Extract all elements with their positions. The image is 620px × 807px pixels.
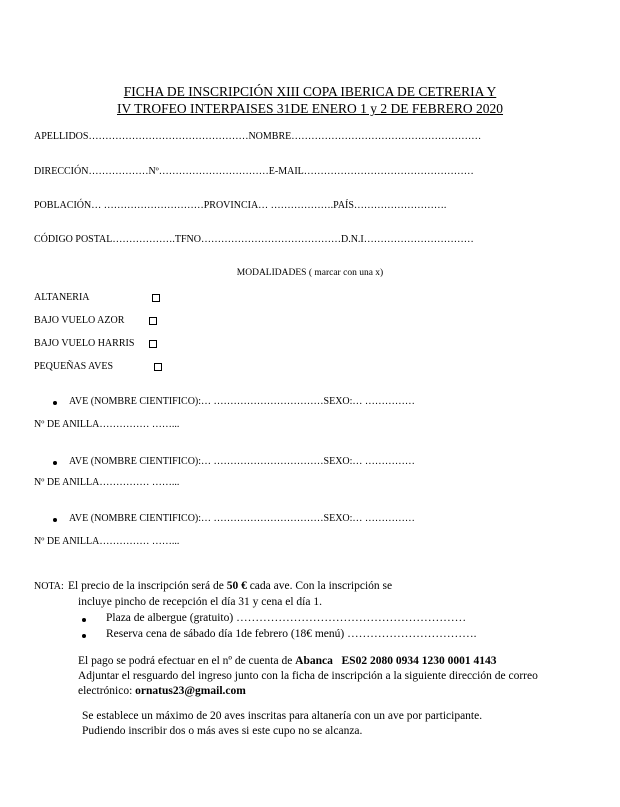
field-ave-2[interactable]: AVE (NOMBRE CIENTIFICO):… ……………………………SEXO:… …………… xyxy=(69,456,415,467)
field-anilla-2[interactable]: Nº DE ANILLA…………… ……... xyxy=(34,477,180,488)
checkbox-pequenas-aves[interactable] xyxy=(154,363,162,371)
modalidad-label-altaneria: ALTANERIA xyxy=(34,292,90,303)
pago-iban: ES02 2080 0934 1230 0001 4143 xyxy=(341,655,497,667)
bullet-icon xyxy=(53,518,57,522)
nota-text-line2: incluye pincho de recepción el día 31 y cena el día 1. xyxy=(78,596,322,608)
nota-bullet-albergue: Plaza de albergue (gratuito) …………………………………………………… xyxy=(106,612,467,624)
bullet-icon xyxy=(82,634,86,638)
checkbox-bajo-vuelo-harris[interactable] xyxy=(149,340,157,348)
bullet-icon xyxy=(53,461,57,465)
modalidades-heading: MODALIDADES ( marcar con una x) xyxy=(236,268,384,278)
pago-line2: Adjuntar el resguardo del ingreso junto con la ficha de inscripción a la siguiente dirección de correo xyxy=(78,670,538,682)
bullet-icon xyxy=(82,618,86,622)
page-title-line2: IV TROFEO INTERPAISES 31DE ENERO 1 y 2 DE FEBRERO 2020 xyxy=(116,101,504,116)
field-poblacion-provincia-pais[interactable]: POBLACIÓN… …………………………PROVINCIA… ……………….PAÍS………………………. xyxy=(34,200,447,211)
field-apellidos-nombre[interactable]: APELLIDOS…………………………………………NOMBRE………………………………………………… xyxy=(34,131,482,142)
checkbox-altaneria[interactable] xyxy=(152,294,160,302)
modalidad-label-pequenas-aves: PEQUEÑAS AVES xyxy=(34,361,113,372)
page-title-line1: FICHA DE INSCRIPCIÓN XIII COPA IBERICA DE CETRERIA Y xyxy=(123,84,497,99)
pago-email[interactable]: ornatus23@gmail.com xyxy=(135,685,246,697)
nota-text-line1: El precio de la inscripción será de 50 € cada ave. Con la inscripción se xyxy=(68,580,393,592)
nota-price: 50 € xyxy=(226,580,247,592)
bullet-icon xyxy=(53,401,57,405)
limite-line1: Se establece un máximo de 20 aves inscritas para altanería con un ave por participante. xyxy=(82,710,483,722)
modalidad-label-harris: BAJO VUELO HARRIS xyxy=(34,338,135,349)
field-ave-3[interactable]: AVE (NOMBRE CIENTIFICO):… ……………………………SEXO:… …………… xyxy=(69,513,415,524)
field-ave-1[interactable]: AVE (NOMBRE CIENTIFICO):… ……………………………SEXO:… …………… xyxy=(69,396,415,407)
field-cp-tfno-dni[interactable]: CÓDIGO POSTAL……………….TFNO……………………………………D.N.I…………………………… xyxy=(34,234,474,245)
nota-bullet-cena: Reserva cena de sábado día 1de febrero (18€ menú) ……………………………. xyxy=(106,628,477,640)
pago-line3: electrónico: ornatus23@gmail.com xyxy=(78,685,246,697)
pago-bank: Abanca xyxy=(295,655,333,667)
limite-line2: Pudiendo inscribir dos o más aves si este cupo no se alcanza. xyxy=(82,725,363,737)
field-anilla-1[interactable]: Nº DE ANILLA…………… ……... xyxy=(34,419,180,430)
modalidad-label-azor: BAJO VUELO AZOR xyxy=(34,315,125,326)
field-anilla-3[interactable]: Nº DE ANILLA…………… ……... xyxy=(34,536,180,547)
pago-line1: El pago se podrá efectuar en el nº de cuenta de Abanca ES02 2080 0934 1230 0001 4143 xyxy=(78,655,497,667)
nota-label: NOTA: xyxy=(34,581,64,592)
checkbox-bajo-vuelo-azor[interactable] xyxy=(149,317,157,325)
field-direccion-email[interactable]: DIRECCIÓN………………Nº……………………………E-MAIL…………………………………………… xyxy=(34,166,474,177)
